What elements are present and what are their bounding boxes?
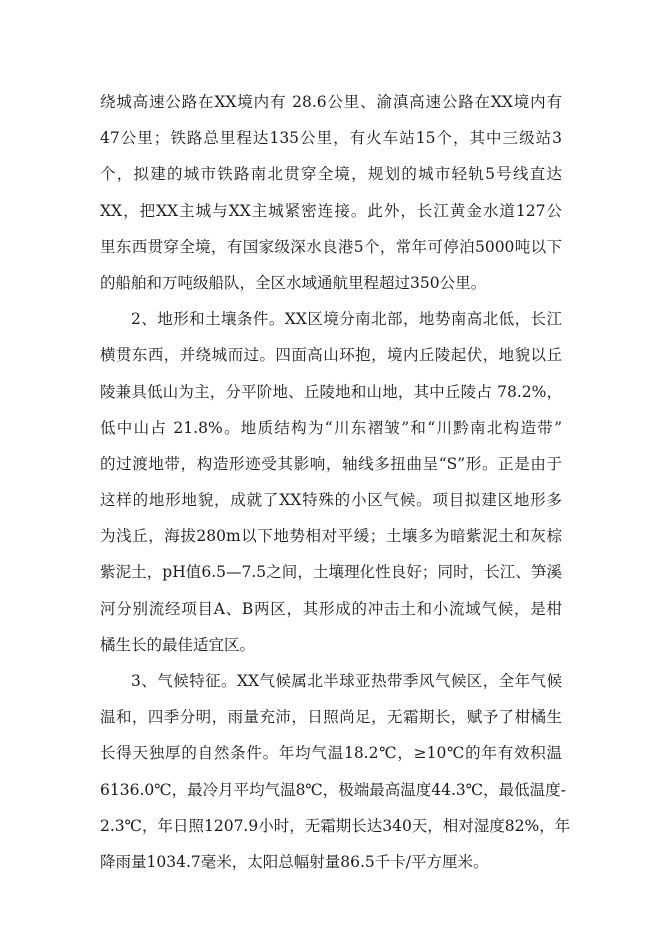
paragraph-line: 个，拟建的城市铁路南北贯穿全境，规划的城市轻轨5号线直达: [100, 165, 562, 184]
document-body: [100, 84, 571, 880]
paragraph-line: 的船舶和万吨级船队，全区水域通航里程超过350公里。: [100, 273, 487, 292]
paragraph-line: 横贯东西，并绕城而过。四面高山环抱，境内丘陵起伏，地貌以丘: [100, 346, 562, 365]
paragraph-line: 温和，四季分明，雨量充沛，日照尚足，无霜期长，赋予了柑橘生: [100, 708, 562, 727]
paragraph-climate: [100, 663, 571, 880]
paragraph-line: 47公里；铁路总里程达135公里，有火车站15个，其中三级站3: [100, 129, 562, 148]
paragraph-line: 2.3℃，年日照1207.9小时，无霜期长达340天，相对湿度82%，年: [100, 816, 571, 835]
paragraph-terrain-soil: [100, 301, 562, 663]
paragraph-line: 里东西贯穿全境，有国家级深水良港5个，常年可停泊5000吨以下: [100, 237, 562, 256]
paragraph-line: 6136.0℃，最冷月平均气温8℃，极端最高温度44.3℃，最低温度-: [100, 780, 566, 799]
paragraph-line: 降雨量1034.7毫米，太阳总幅射量86.5千卡/平方厘米。: [100, 852, 489, 871]
paragraph-line: 绕城高速公路在XX境内有 28.6公里、渝滇高速公路在XX境内有: [100, 93, 562, 111]
paragraph-line: 橘生长的最佳适宜区。: [100, 635, 256, 654]
paragraph-line: 为浅丘，海拔280m以下地势相对平缓；土壤多为暗紫泥土和灰棕: [100, 527, 562, 546]
paragraph-line: 紫泥土，pH值6.5—7.5之间，土壤理化性良好；同时，长江、笋溪: [100, 563, 562, 582]
paragraph-line: 陵兼具低山为主，分平阶地、丘陵地和山地，其中丘陵占 78.2%，: [100, 382, 562, 401]
paragraph-transport: [100, 84, 562, 301]
paragraph-line: 3、气候特征。XX气候属北半球亚热带季风气候区，全年气候: [131, 672, 562, 690]
paragraph-line: 的过渡地带，构造形迹受其影响，轴线多扭曲呈“S”形。正是由于: [100, 454, 562, 473]
paragraph-line: 低中山占 21.8%。地质结构为“川东褶皱”和“川黔南北构造带”: [100, 418, 562, 437]
paragraph-line: 河分别流经项目A、B两区，其形成的冲击土和小流域气候，是柑: [100, 599, 562, 618]
paragraph-line: XX，把XX主城与XX主城紧密连接。此外，长江黄金水道127公: [100, 201, 562, 220]
paragraph-line: 长得天独厚的自然条件。年均气温18.2℃，≥10℃的年有效积温: [100, 744, 562, 763]
paragraph-line: 这样的地形地貌，成就了XX特殊的小区气候。项目拟建区地形多: [100, 491, 562, 510]
paragraph-line: 2、地形和土壤条件。XX区境分南北部，地势南高北低，长江: [131, 310, 562, 329]
